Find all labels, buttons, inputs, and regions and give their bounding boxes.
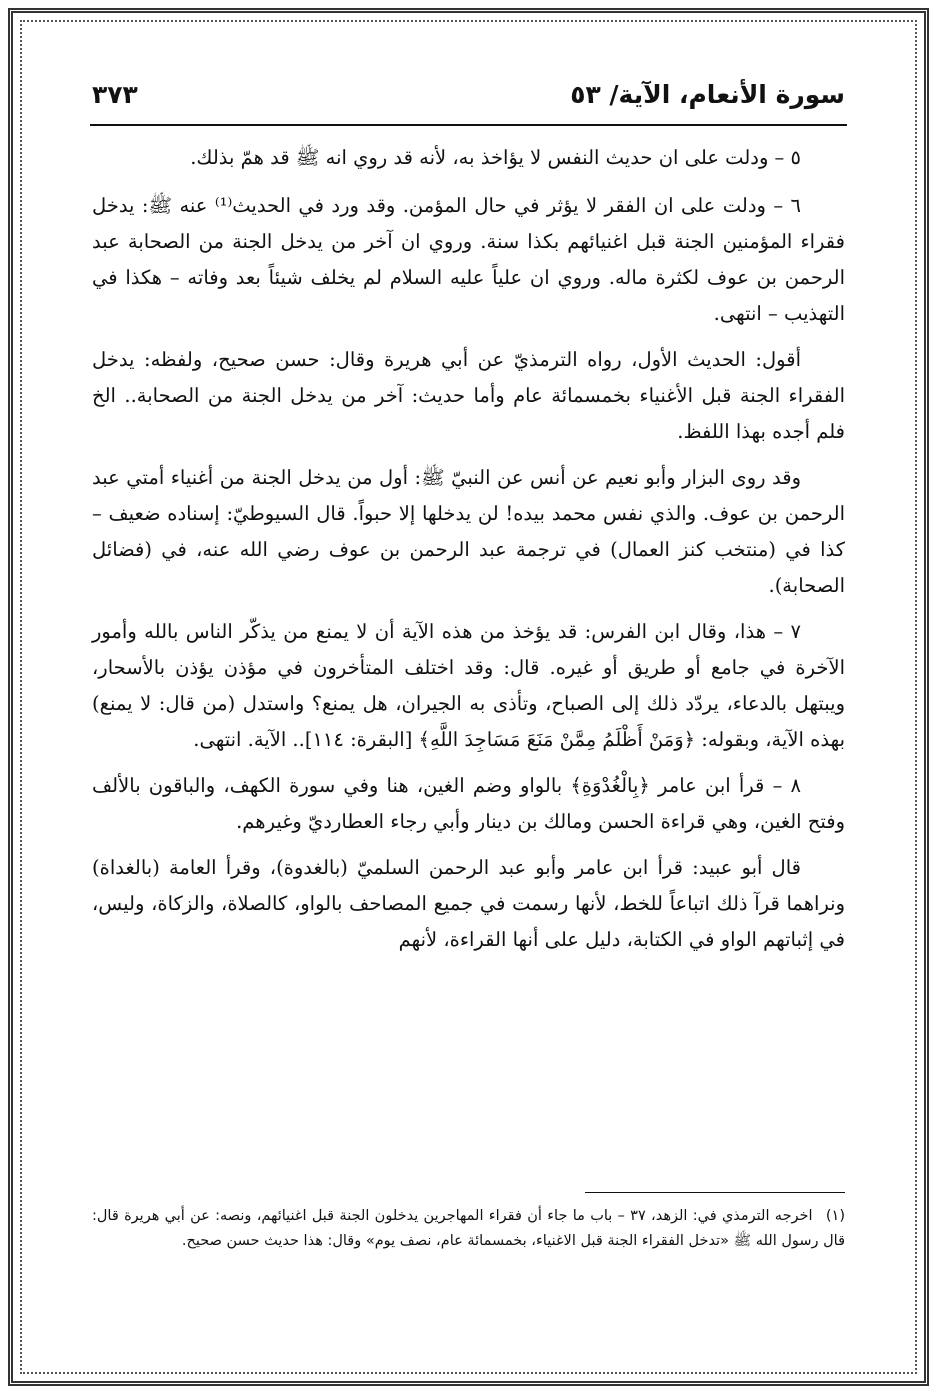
paragraph: ٦ – ودلت على ان الفقر لا يؤثر في حال المؤمن. وقد ورد في الحديث⁽¹⁾ عنه ﷺ: يدخل فقراء المؤمنين الجنة قبل اغنيائهم بكذا سنة. وروي ان آخر من يدخل الجنة من الصحابة عبد الرحمن بن عوف لكثرة ماله. وروي ان علياً عليه السلام لم يخلف شيئاً بعد وفاته – هكذا في التهذيب – انتهى. — [92, 194, 845, 325]
footnote-text: اخرجه الترمذي في: الزهد، ٣٧ – باب ما جاء أن فقراء المهاجرين يدخلون الجنة قبل اغنيائهم، ونصه: عن أبي هريرة قال: قال رسول الله ﷺ «تدخل الفقراء الجنة قبل الاغنياء، بخمسمائة عام، نصف يوم» وقال: هذا حديث حسن صحيح. — [92, 1208, 845, 1249]
main-text — [92, 140, 845, 968]
footnote-marker: (١) — [825, 1208, 845, 1224]
paragraph: ٧ – هذا، وقال ابن الفرس: قد يؤخذ من هذه الآية أن لا يمنع من يذكّر الناس بالله وأمور الآخرة في جامع أو طريق أو غيره. قال: وقد اختلف المتأخرون في مؤذن يؤذن بالأسحار، ويبتهل بالدعاء، يردّد ذلك إلى الصباح، وتأذى به الجيران، هل يمنع؟ واستدل (من قال: لا يمنع) بهذه الآية، وبقوله: ﴿وَمَنْ أَظْلَمُ مِمَّنْ مَنَعَ مَسَاجِدَ اللَّهِ﴾ [البقرة: ١١٤].. الآية. انتهى. — [92, 620, 845, 751]
header-rule — [90, 124, 847, 126]
paragraph: قال أبو عبيد: قرأ ابن عامر وأبو عبد الرحمن السلميّ (بالغدوة)، وقرأ العامة (بالغداة) ونراهما قرآ ذلك اتباعاً للخط، لأنها رسمت في جميع المصاحف بالواو، كالصلاة، والزكاة، وليس، في إثباتهم الواو في الكتابة، دليل على أنها القراءة، لأنهم — [92, 856, 845, 951]
page-number: ٣٧٣ — [92, 80, 138, 109]
footnote — [92, 1204, 845, 1254]
page-header — [92, 80, 845, 122]
paragraph: ٥ – ودلت على ان حديث النفس لا يؤاخذ به، لأنه قد روي انه ﷺ قد همّ بذلك. — [190, 146, 801, 169]
footnote-rule — [585, 1192, 845, 1193]
paragraph: أقول: الحديث الأول، رواه الترمذيّ عن أبي هريرة وقال: حسن صحيح، ولفظه: يدخل الفقراء الجنة قبل الأغنياء بخمسمائة عام وأما حديث: آخر من يدخل الجنة من الصحابة.. الخ فلم أجده بهذا اللفظ. — [92, 348, 845, 443]
running-title: سورة الأنعام، الآية/ ٥٣ — [570, 80, 845, 109]
paragraph: ٨ – قرأ ابن عامر ﴿بِالْغُدْوَةِ﴾ بالواو وضم الغين، هنا وفي سورة الكهف، والباقون بالألف وفتح الغين، وهي قراءة الحسن ومالك بن دينار وأبي رجاء العطارديّ وغيرهم. — [92, 774, 845, 833]
paragraph: وقد روى البزار وأبو نعيم عن أنس عن النبيّ ﷺ: أول من يدخل الجنة من أغنياء أمتي عبد الرحمن بن عوف. والذي نفس محمد بيده! لن يدخلها إلا حبواً. قال السيوطيّ: إسناده ضعيف – كذا في (منتخب كنز العمال) في ترجمة عبد الرحمن بن عوف رضي الله عنه، في (فضائل الصحابة). — [92, 466, 845, 597]
